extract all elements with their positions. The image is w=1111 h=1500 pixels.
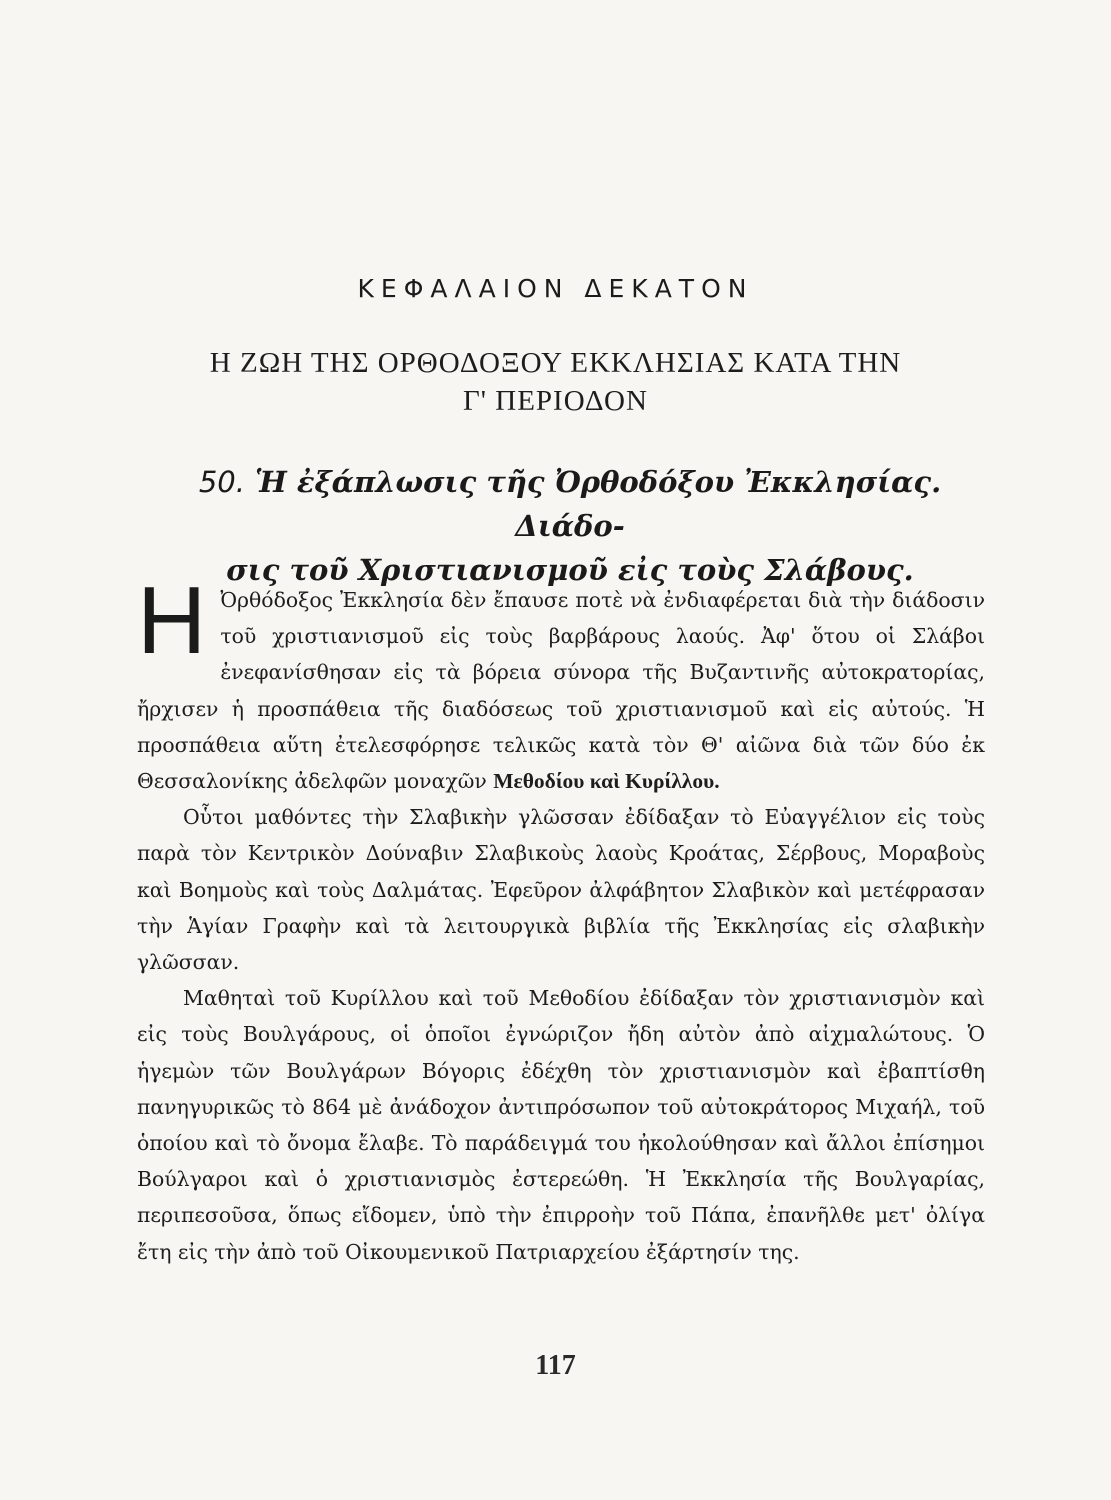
chapter-label: ΚΕΦΑΛΑΙΟΝ ΔΕΚΑΤΟΝ bbox=[357, 274, 754, 303]
paragraph-3: Μαθηταὶ τοῦ Κυρίλλου καὶ τοῦ Μεθοδίου ἐδίδαξαν τὸν χριστιανισμὸν καὶ εἰς τοὺς Βουλγάρους, οἱ ὁποῖοι ἐγνώριζον ἤδη αὐτὸν ἀπὸ αἰχμαλώτους. Ὁ ἡγεμὼν τῶν Βουλγάρων Βόγορις ἐδέχθη τὸν χριστιανισμὸν καὶ ἐβαπτίσθη πανηγυρικῶς τὸ 864 μὲ ἀνάδοχον ἀντιπρόσωπον τοῦ αὐτοκράτορος Μιχαήλ, τοῦ ὁποίου καὶ τὸ ὄνομα ἔλαβε. Τὸ παράδειγμά του ἠκολούθησαν καὶ ἄλλοι ἐπίσημοι Βούλγαροι καὶ ὁ χριστιανισμὸς ἐστερεώθη. Ἡ Ἐκκλησία τῆς Βουλγαρίας, περιπεσοῦσα, ὅπως εἴδομεν, ὑπὸ τὴν ἐπιρροὴν τοῦ Πάπα, ἐπανῆλθε μετ' ὀλίγα ἔτη εἰς τὴν ἀπὸ τοῦ Οἰκουμενικοῦ Πατριαρχείου ἐξάρτησίν της. bbox=[137, 986, 985, 1264]
paragraph-2: Οὗτοι μαθόντες τὴν Σλαβικὴν γλῶσσαν ἐδίδαξαν τὸ Εὐαγγέλιον εἰς τοὺς παρὰ τὸν Κεντρικὸν Δούναβιν Σλαβικοὺς λαοὺς Κροάτας, Σέρβους, Μοραβοὺς καὶ Βοημοὺς καὶ τοὺς Δαλμάτας. Ἐφεῦρον ἀλφάβητον Σλαβικὸν καὶ μετέφρασαν τὴν Ἁγίαν Γραφὴν καὶ τὰ λειτουργικὰ βιβλία τῆς Ἐκκλησίας εἰς σλαβικὴν γλῶσσαν. bbox=[137, 805, 985, 975]
page-number: 117 bbox=[535, 1350, 576, 1381]
section-heading-line-2: σις τοῦ Χριστιανισμοῦ εἰς τοὺς Σλάβους. bbox=[226, 553, 914, 587]
section-heading-line-1 bbox=[150, 460, 990, 548]
section-title-part-1: Ἡ ἐξάπλωσις τῆς Ὀρθοδόξου Ἐκκλησίας. Διάδο- bbox=[255, 465, 942, 543]
paragraph-1-text: Ὀρθόδοξος Ἐκκλησία δὲν ἔπαυσε ποτὲ νὰ ἐνδιαφέρεται διὰ τὴν διάδοσιν τοῦ χριστιανισμοῦ εἰς τοὺς βαρβάρους λαούς. Ἀφ' ὅτου οἱ Σλάβοι ἐνεφανίσθησαν εἰς τὰ βόρεια σύνορα τῆς Βυζαντινῆς αὐτοκρατορίας, ἤρχισεν ἡ προσπάθεια τῆς διαδόσεως τοῦ χριστιανισμοῦ καὶ εἰς αὐτούς. Ἡ προσπάθεια αὕτη ἐτελεσφόρησε τελικῶς κατὰ τὸν Θ' αἰῶνα διὰ τῶν δύο ἐκ Θεσσαλονίκης ἀδελφῶν μοναχῶν bbox=[137, 588, 985, 794]
section-heading bbox=[150, 460, 990, 592]
section-number: 50. bbox=[198, 465, 245, 499]
bold-names: Μεθοδίου καὶ Κυρίλλου bbox=[493, 769, 715, 794]
chapter-title-line-2: Γ' ΠΕΡΙΟΔΟΝ bbox=[463, 385, 648, 417]
drop-cap: Η bbox=[137, 567, 207, 674]
chapter-title bbox=[100, 344, 1011, 420]
paragraph-1-end: . bbox=[714, 769, 720, 794]
chapter-title-line-1: Η ΖΩΗ ΤΗΣ ΟΡΘΟΔΟΞΟΥ ΕΚΚΛΗΣΙΑΣ ΚΑΤΑ ΤΗΝ bbox=[209, 347, 902, 379]
